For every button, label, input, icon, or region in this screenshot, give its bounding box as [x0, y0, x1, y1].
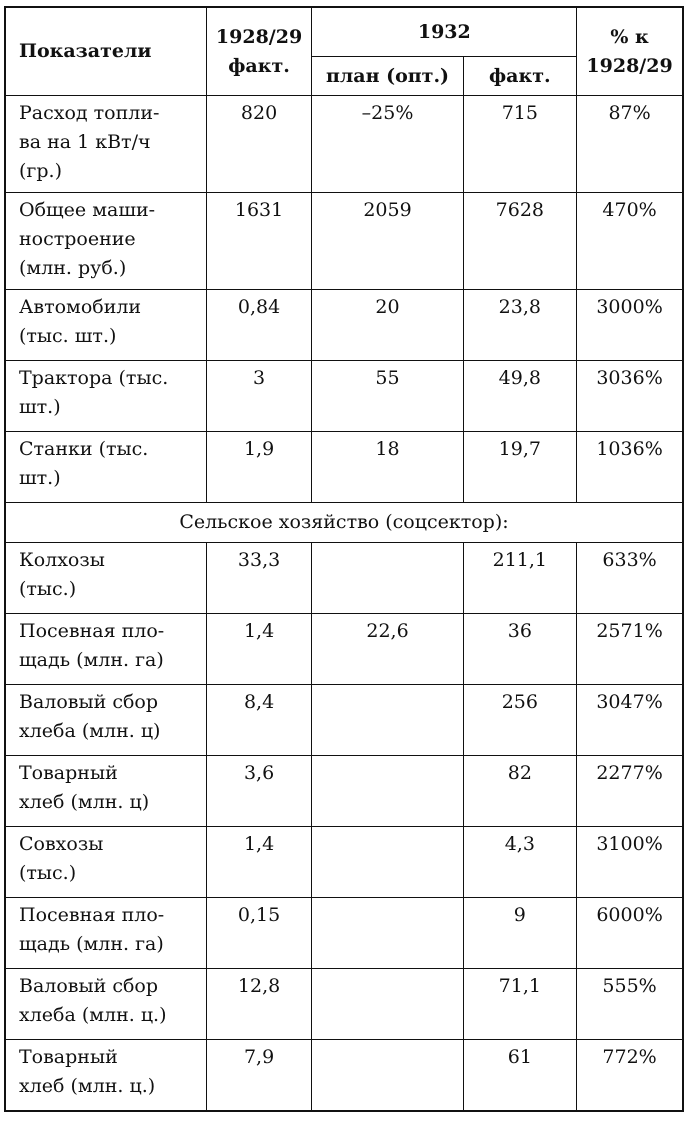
value-plan [312, 543, 463, 614]
row-label: Валовый сбор хлеба (млн. ц) [5, 685, 206, 756]
table-row [5, 543, 683, 614]
value-percent: 633% [577, 543, 683, 614]
table-row [5, 290, 683, 361]
value-fact: 4,3 [463, 827, 577, 898]
header-1928-29: 1928/29 факт. [206, 7, 312, 96]
value-plan: 20 [312, 290, 463, 361]
row-label: Расход топли- ва на 1 кВт/ч (гр.) [5, 96, 206, 193]
value-percent: 87% [577, 96, 683, 193]
value-plan: 18 [312, 432, 463, 503]
row-label: Посевная пло- щадь (млн. га) [5, 898, 206, 969]
value-1928-29: 0,84 [206, 290, 312, 361]
table-row [5, 969, 683, 1040]
row-label: Посевная пло- щадь (млн. га) [5, 614, 206, 685]
row-label: Валовый сбор хлеба (млн. ц.) [5, 969, 206, 1040]
value-percent: 3000% [577, 290, 683, 361]
value-fact: 19,7 [463, 432, 577, 503]
value-percent: 2571% [577, 614, 683, 685]
header-percent: % к 1928/29 [577, 7, 683, 96]
row-label: Автомобили (тыс. шт.) [5, 290, 206, 361]
value-percent: 1036% [577, 432, 683, 503]
value-fact: 49,8 [463, 361, 577, 432]
value-plan [312, 827, 463, 898]
value-plan [312, 1040, 463, 1112]
value-1928-29: 1,4 [206, 614, 312, 685]
value-plan: 22,6 [312, 614, 463, 685]
value-plan [312, 898, 463, 969]
table-row [5, 361, 683, 432]
value-fact: 61 [463, 1040, 577, 1112]
value-percent: 772% [577, 1040, 683, 1112]
header-1932: 1932 [312, 7, 577, 57]
value-1928-29: 7,9 [206, 1040, 312, 1112]
table-row [5, 193, 683, 290]
value-fact: 256 [463, 685, 577, 756]
value-percent: 6000% [577, 898, 683, 969]
statistics-table [4, 6, 684, 1112]
value-plan [312, 685, 463, 756]
table-row [5, 898, 683, 969]
value-1928-29: 1631 [206, 193, 312, 290]
value-1928-29: 0,15 [206, 898, 312, 969]
header-fact: факт. [463, 57, 577, 96]
value-fact: 23,8 [463, 290, 577, 361]
value-fact: 7628 [463, 193, 577, 290]
row-label: Колхозы (тыс.) [5, 543, 206, 614]
value-fact: 9 [463, 898, 577, 969]
industry-section [5, 96, 683, 503]
value-percent: 3036% [577, 361, 683, 432]
value-plan [312, 756, 463, 827]
row-label: Трактора (тыс. шт.) [5, 361, 206, 432]
row-label: Общее маши- ностроение (млн. руб.) [5, 193, 206, 290]
value-percent: 3100% [577, 827, 683, 898]
value-percent: 555% [577, 969, 683, 1040]
value-plan: –25% [312, 96, 463, 193]
value-fact: 82 [463, 756, 577, 827]
agriculture-section [5, 543, 683, 1112]
value-1928-29: 1,4 [206, 827, 312, 898]
value-percent: 470% [577, 193, 683, 290]
table-row [5, 827, 683, 898]
row-label: Станки (тыс. шт.) [5, 432, 206, 503]
header-plan: план (опт.) [312, 57, 463, 96]
value-plan: 2059 [312, 193, 463, 290]
row-label: Товарный хлеб (млн. ц) [5, 756, 206, 827]
value-1928-29: 8,4 [206, 685, 312, 756]
value-plan [312, 969, 463, 1040]
value-1928-29: 3,6 [206, 756, 312, 827]
value-fact: 71,1 [463, 969, 577, 1040]
value-fact: 715 [463, 96, 577, 193]
value-1928-29: 12,8 [206, 969, 312, 1040]
value-1928-29: 33,3 [206, 543, 312, 614]
value-1928-29: 3 [206, 361, 312, 432]
value-fact: 211,1 [463, 543, 577, 614]
value-1928-29: 820 [206, 96, 312, 193]
table-row [5, 1040, 683, 1112]
table-row [5, 685, 683, 756]
section-title: Сельское хозяйство (соцсектор): [5, 503, 683, 543]
header-indicators: Показатели [5, 7, 206, 96]
row-label: Совхозы (тыс.) [5, 827, 206, 898]
value-fact: 36 [463, 614, 577, 685]
table-row [5, 756, 683, 827]
value-plan: 55 [312, 361, 463, 432]
value-percent: 3047% [577, 685, 683, 756]
row-label: Товарный хлеб (млн. ц.) [5, 1040, 206, 1112]
table-row [5, 614, 683, 685]
value-percent: 2277% [577, 756, 683, 827]
value-1928-29: 1,9 [206, 432, 312, 503]
table-row [5, 432, 683, 503]
table-row [5, 96, 683, 193]
